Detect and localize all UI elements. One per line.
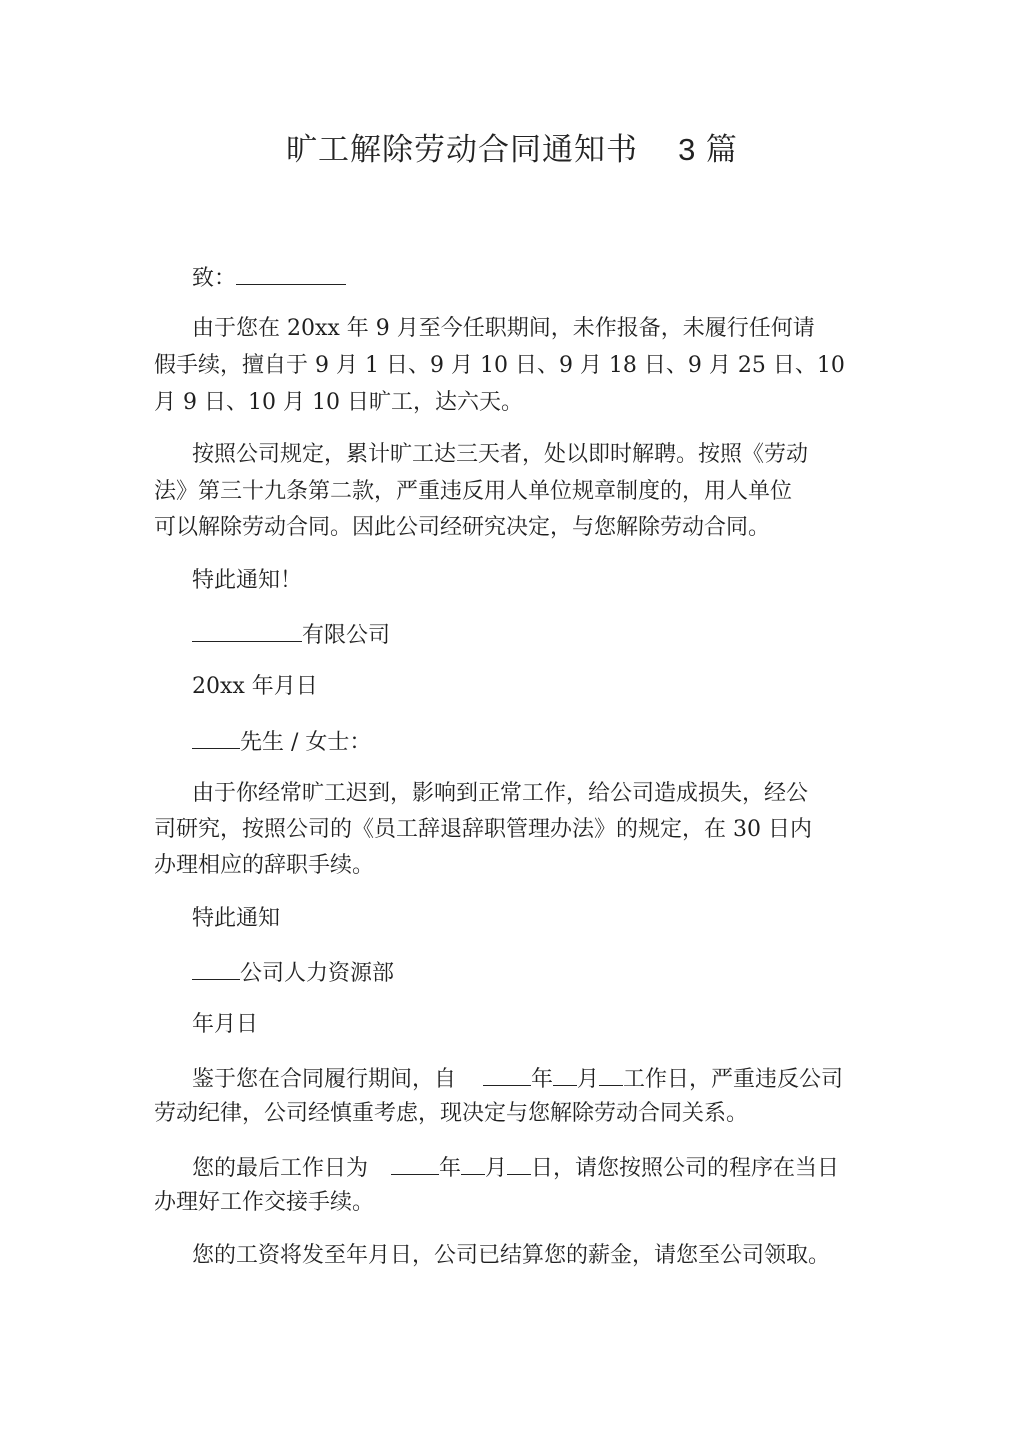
n3-p2-line1 (192, 1150, 839, 1186)
n3-p1-line2: 劳动纪律，公司经慎重考虑，现决定与您解除劳动合同关系。 (154, 1101, 749, 1126)
n2-dept: 公司人力资源部 (240, 961, 395, 986)
n3-p2-a: 您的最后工作日为 (192, 1156, 375, 1181)
n1-p1-line2: 假手续，擅自于 9 月 1 日、9 月 10 日、9 月 18 日、9 月 25 日、10 (154, 353, 845, 378)
n3-p2-b: 日，请您按照公司的程序在当日 (531, 1156, 840, 1181)
n3-p1-a: 鉴于您在合同履行期间，自 (192, 1067, 463, 1092)
n3-p1-year: 年 (531, 1067, 554, 1092)
n1-p2-line1: 按照公司规定，累计旷工达三天者，处以即时解聘。按照《劳动 (192, 442, 809, 467)
n3-p1-b: 工作日，严重违反公司 (623, 1067, 844, 1092)
n3-p1-month: 月 (577, 1067, 600, 1092)
n1-date: 20xx 年月日 (192, 674, 318, 699)
n2-date: 年月日 (192, 1012, 259, 1037)
recipient-line (192, 260, 346, 296)
document-title (0, 124, 1024, 169)
company-blank (192, 617, 302, 642)
n1-p1-line3: 月 9 日、10 月 10 日旷工，达六天。 (154, 390, 523, 415)
name-blank (192, 724, 240, 749)
n2-salutation: 先生 / 女士： (240, 730, 372, 755)
last-month-blank (461, 1150, 485, 1175)
month-blank (553, 1061, 577, 1086)
n1-company: 有限公司 (302, 623, 391, 648)
day-blank (599, 1061, 623, 1086)
n3-p2-line2: 办理好工作交接手续。 (154, 1190, 375, 1215)
year-blank (483, 1061, 531, 1086)
n2-p1-line3: 办理相应的辞职手续。 (154, 853, 375, 878)
last-year-blank (391, 1150, 439, 1175)
title-count: 3 篇 (678, 132, 738, 167)
n1-company-line (192, 617, 390, 653)
last-day-blank (507, 1150, 531, 1175)
title-main: 旷工解除劳动合同通知书 (286, 132, 639, 168)
n3-p1-line1 (192, 1061, 843, 1097)
n2-salutation-line (192, 724, 371, 760)
n3-p2-year: 年 (439, 1156, 462, 1181)
n2-closing: 特此通知 (192, 906, 281, 931)
n2-p1-line2: 司研究，按照公司的《员工辞退辞职管理办法》的规定，在 30 日内 (154, 817, 812, 842)
n1-p2-line3: 可以解除劳动合同。因此公司经研究决定，与您解除劳动合同。 (154, 515, 771, 540)
n2-p1-line1: 由于你经常旷工迟到，影响到正常工作，给公司造成损失，经公 (192, 781, 809, 806)
n3-p2-month: 月 (485, 1156, 508, 1181)
n1-closing: 特此通知！ (192, 568, 303, 593)
dept-blank (192, 955, 240, 980)
n2-dept-line (192, 955, 394, 991)
recipient-blank (236, 260, 346, 285)
to-label: 致： (192, 266, 237, 291)
n3-p3: 您的工资将发至年月日，公司已结算您的薪金，请您至公司领取。 (192, 1243, 831, 1268)
n1-p1-line1: 由于您在 20xx 年 9 月至今任职期间，未作报备，未履行任何请 (192, 316, 815, 341)
n1-p2-line2: 法》第三十九条第二款，严重违反用人单位规章制度的，用人单位 (154, 479, 793, 504)
